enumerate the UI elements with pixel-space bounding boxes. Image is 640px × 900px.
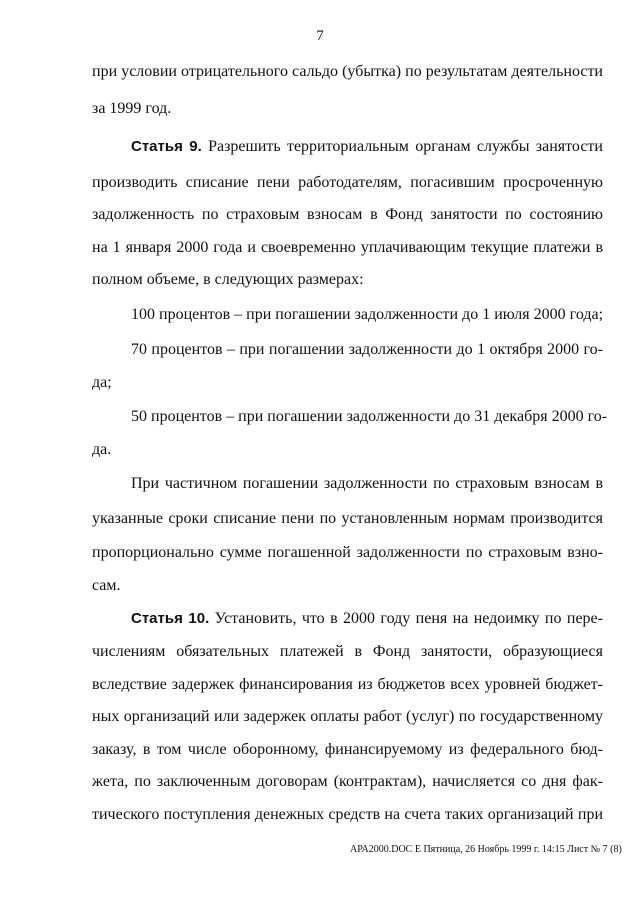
text-line: сам. (92, 577, 121, 594)
text-line: да; (92, 374, 112, 391)
text-line: жета, по заключенным договорам (контрактам), начисляется со дня фак- (92, 773, 603, 790)
page-number: 7 (316, 28, 324, 44)
text-line: при условии отрицательного сальдо (убытка) по результатам деятельности (92, 63, 603, 80)
text-line: указанные сроки списание пени по установленным нормам производится (92, 510, 603, 527)
text-line: числениям обязательных платежей в Фонд занятости, образующиеся (92, 643, 603, 660)
text-line: Разрешить территориальным органам службы занятости (208, 138, 603, 155)
text-line: 50 процентов – при погашении задолженности до 31 декабря 2000 го- (131, 408, 608, 425)
text-line: задолженность по страховым взносам в Фонд занятости по состоянию (92, 206, 603, 223)
text-line: вследствие задержек финансирования из бюджетов всех уровней бюджет- (92, 676, 603, 693)
text-line: да. (92, 441, 112, 458)
text-line: Установить, что в 2000 году пеня на недоимку по пере- (214, 610, 603, 627)
text-line: заказу, в том числе оборонному, финансируемому из федерального бюд- (92, 741, 603, 758)
text-line: пропорционально сумме погашенной задолженности по страховым взно- (92, 544, 603, 561)
article-10-paragraph-start (131, 609, 603, 629)
article-9-paragraph-start (131, 137, 603, 157)
text-line: 70 процентов – при погашении задолженности до 1 октября 2000 го- (131, 341, 603, 358)
text-line: тического поступления денежных средств на счета таких организаций при (92, 806, 603, 823)
text-line: производить списание пени работодателям, погасившим просроченную (92, 174, 603, 191)
text-line: 100 процентов – при погашении задолженности до 1 июля 2000 года; (131, 306, 604, 323)
article-9-heading: Статья 9. (131, 138, 202, 155)
article-10-heading: Статья 10. (131, 610, 210, 627)
text-line: При частичном погашении задолженности по страховым взносам в (131, 475, 603, 492)
text-line: за 1999 год. (92, 100, 172, 117)
text-line: полном объеме, в следующих размерах: (92, 271, 364, 288)
text-line: на 1 января 2000 года и своевременно уплачивающим текущие платежи в (92, 239, 603, 256)
document-footer: АРА2000.DOC Е Пятница, 26 Ноябрь 1999 г. 14:15 Лист № 7 (8) (350, 844, 622, 855)
text-line: ных организаций или задержек оплаты работ (услуг) по государственному (92, 708, 603, 725)
